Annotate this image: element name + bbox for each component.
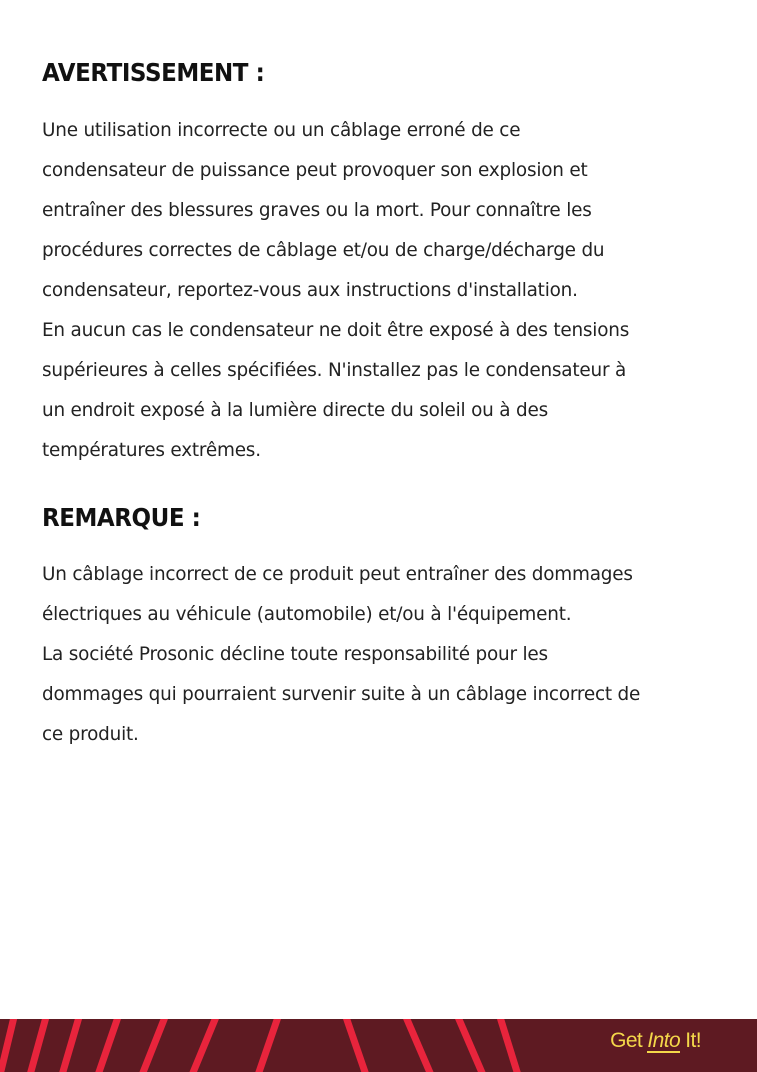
warning-line: supérieures à celles spécifiées. N'installez pas le condensateur à [42, 360, 627, 381]
tagline-part-get: Get [610, 1029, 648, 1052]
tagline-part-into: Into [647, 1029, 681, 1052]
warning-line: Une utilisation incorrecte ou un câblage erroné de ce [42, 120, 521, 141]
warning-line: températures extrêmes. [42, 440, 261, 461]
remark-title: REMARQUE : [42, 503, 201, 532]
remark-line: Un câblage incorrect de ce produit peut entraîner des dommages [42, 564, 633, 585]
warning-line: un endroit exposé à la lumière directe du soleil ou à des [42, 400, 548, 421]
brand-tagline [610, 1029, 701, 1053]
warning-line: entraîner des blessures graves ou la mort. Pour connaître les [42, 200, 592, 221]
remark-line: La société Prosonic décline toute responsabilité pour les [42, 644, 548, 665]
warning-line: condensateur de puissance peut provoquer son explosion et [42, 160, 588, 181]
warning-line: procédures correctes de câblage et/ou de charge/décharge du [42, 240, 605, 261]
warning-line: En aucun cas le condensateur ne doit être exposé à des tensions [42, 320, 630, 341]
remark-paragraph [42, 555, 732, 755]
tagline-part-it: It! [680, 1029, 701, 1052]
warning-paragraph [42, 111, 732, 471]
warning-line: condensateur, reportez-vous aux instructions d'installation. [42, 280, 578, 301]
remark-line: dommages qui pourraient survenir suite à un câblage incorrect de [42, 684, 641, 705]
remark-line: ce produit. [42, 724, 139, 745]
remark-line: électriques au véhicule (automobile) et/ou à l'équipement. [42, 604, 572, 625]
warning-title: AVERTISSEMENT : [42, 58, 265, 87]
